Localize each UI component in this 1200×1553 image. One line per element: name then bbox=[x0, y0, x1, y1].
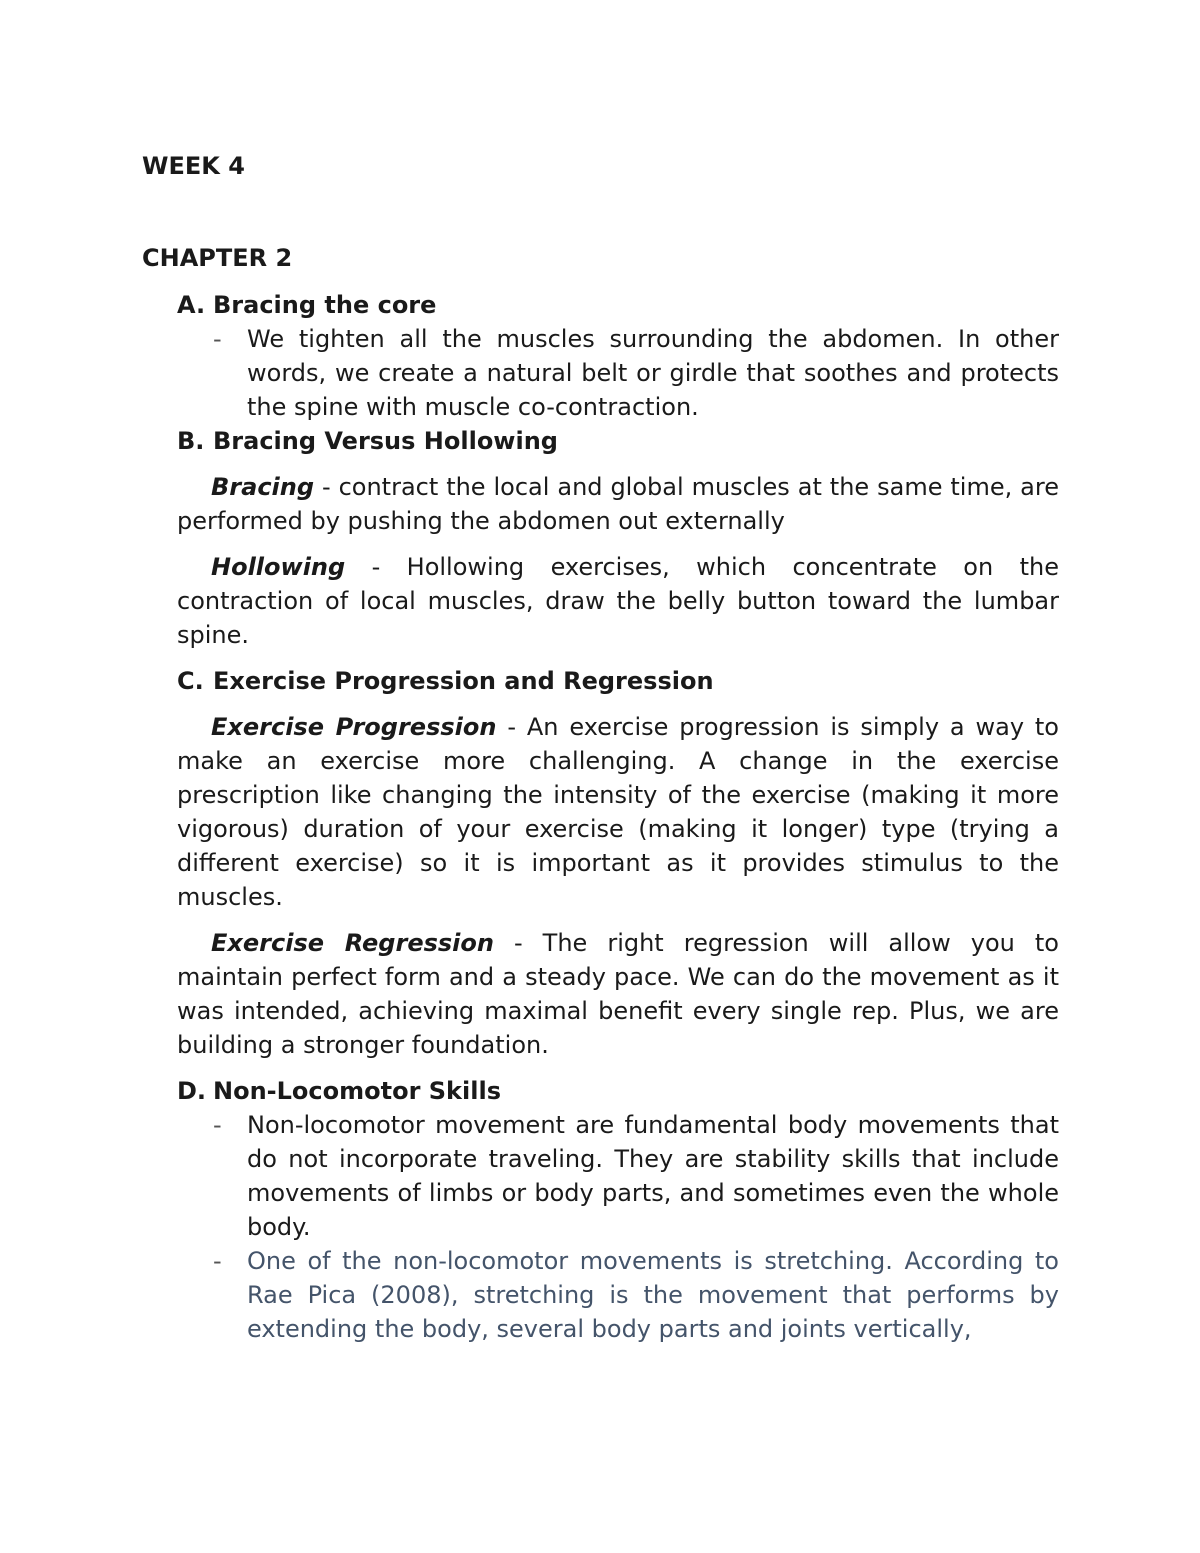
section-c-heading bbox=[177, 664, 1059, 698]
section-b-heading bbox=[177, 424, 1059, 458]
bullet-dash: - bbox=[213, 1111, 222, 1139]
progression-paragraph bbox=[177, 710, 1059, 914]
bracing-text: - contract the local and global muscles at the same time, are performed by pushing the abdomen out externally bbox=[177, 473, 1059, 535]
section-b-title: Bracing Versus Hollowing bbox=[213, 427, 558, 455]
list-item bbox=[177, 1108, 1059, 1244]
section-a-bullets bbox=[177, 322, 1059, 424]
regression-term: Exercise Regression bbox=[211, 929, 494, 957]
bullet-dash: - bbox=[213, 325, 222, 353]
regression-text: - The right regression will allow you to maintain perfect form and a steady pace. We can do the movement as it was intended, achieving maximal benefit every single rep. Plus, we are building a stronger foundation. bbox=[177, 929, 1059, 1059]
section-a-bullet-text: We tighten all the muscles surrounding the abdomen. In other words, we create a natural belt or girdle that soothes and protects the spine with muscle co-contraction. bbox=[247, 325, 1059, 421]
section-b-letter: B. bbox=[177, 427, 205, 455]
chapter-content bbox=[177, 288, 1059, 1346]
week-label: WEEK 4 bbox=[142, 152, 245, 180]
section-d-bullet-2-text: One of the non-locomotor movements is stretching. According to Rae Pica (2008), stretching is the movement that performs by extending the body, several body parts and joints vertically, bbox=[247, 1247, 1059, 1343]
hollowing-paragraph bbox=[177, 550, 1059, 652]
section-d-bullet-1-text: Non-locomotor movement are fundamental body movements that do not incorporate traveling. They are stability skills that include movements of limbs or body parts, and sometimes even the whole body. bbox=[247, 1111, 1059, 1241]
progression-text: - An exercise progression is simply a way to make an exercise more challenging. A change in the exercise prescription like changing the intensity of the exercise (making it more vigorous) duration of your exercise (making it longer) type (trying a different exercise) so it is important as it provides stimulus to the muscles. bbox=[177, 713, 1059, 911]
section-a-letter: A. bbox=[177, 291, 206, 319]
section-c-title: Exercise Progression and Regression bbox=[213, 667, 714, 695]
list-item bbox=[177, 322, 1059, 424]
section-c-letter: C. bbox=[177, 667, 204, 695]
bracing-paragraph bbox=[177, 470, 1059, 538]
section-a-heading bbox=[177, 288, 1059, 322]
hollowing-text: - Hollowing exercises, which concentrate on the contraction of local muscles, draw the belly button toward the lumbar spine. bbox=[177, 553, 1059, 649]
progression-term: Exercise Progression bbox=[211, 713, 497, 741]
section-d-bullets bbox=[177, 1108, 1059, 1346]
section-d-heading bbox=[177, 1074, 1059, 1108]
bracing-term: Bracing bbox=[211, 473, 315, 501]
section-d-letter: D. bbox=[177, 1077, 207, 1105]
regression-paragraph bbox=[177, 926, 1059, 1062]
list-item bbox=[177, 1244, 1059, 1346]
hollowing-term: Hollowing bbox=[211, 553, 346, 581]
section-a-title: Bracing the core bbox=[213, 291, 437, 319]
bullet-dash: - bbox=[213, 1247, 222, 1275]
chapter-label: CHAPTER 2 bbox=[142, 244, 293, 272]
section-d-title: Non-Locomotor Skills bbox=[213, 1077, 501, 1105]
